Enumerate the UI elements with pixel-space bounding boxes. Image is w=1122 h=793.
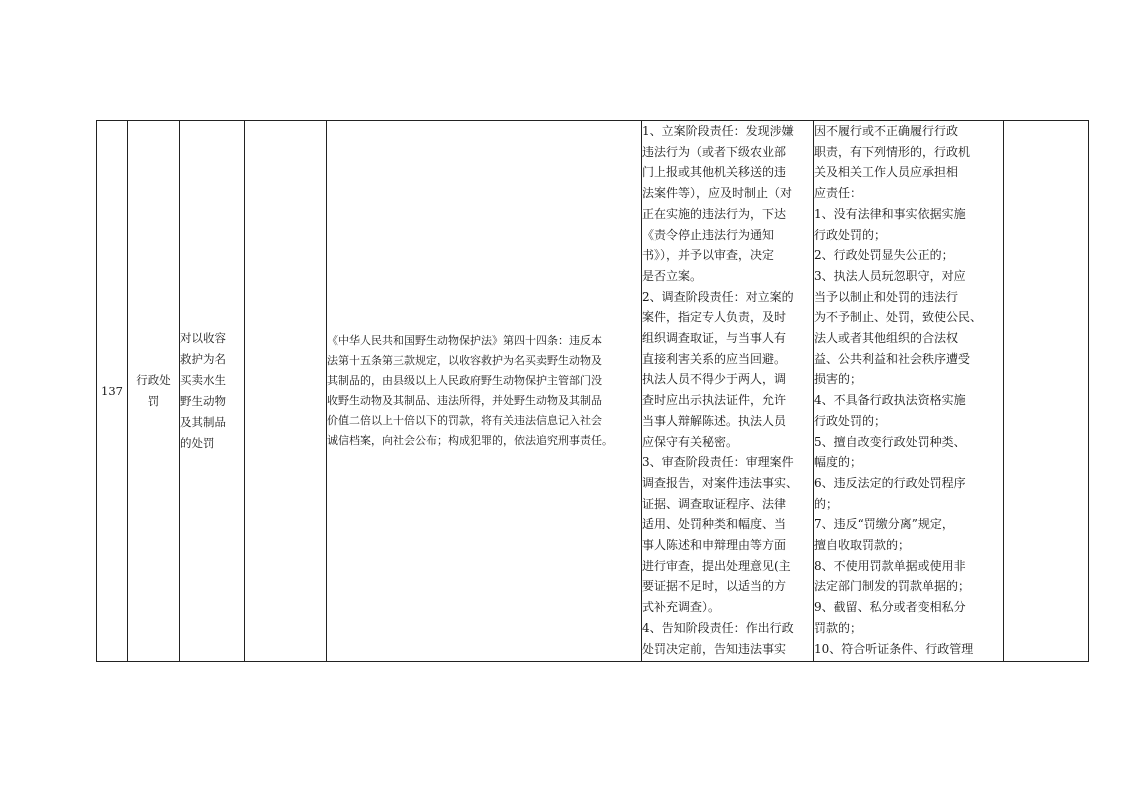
legal-basis-line: 价值二倍以上十倍以下的罚款，将有关违法信息记入社会: [327, 414, 602, 427]
responsibility-line: 要证据不足时，以适当的方: [642, 579, 787, 594]
accountability-line: 关及相关工作人员应承担相: [814, 165, 959, 180]
accountability-line: 1、没有法律和事实依据实施: [814, 206, 966, 221]
category-cell: [128, 121, 180, 662]
responsibility-line: 3、审查阶段责任：审理案件: [642, 455, 794, 470]
remarks-cell: [1004, 121, 1089, 662]
responsibility-line: 4、告知阶段责任：作出行政: [642, 620, 794, 635]
legal-basis-line: 诚信档案，向社会公布；构成犯罪的，依法追究刑事责任。: [327, 434, 613, 447]
accountability-line: 4、不具备行政执法资格实施: [814, 393, 966, 408]
accountability-line: 职责，有下列情形的，行政机: [814, 144, 971, 159]
accountability-line: 法定部门制发的罚款单据的；: [814, 579, 971, 594]
item-name-line: 的处罚: [180, 436, 215, 450]
item-name-cell: [180, 121, 245, 662]
responsibility-line: 2、调查阶段责任：对立案的: [642, 289, 794, 304]
responsibility-line: 进行审查，提出处理意见(主: [642, 558, 791, 573]
legal-basis-cell: [327, 121, 642, 662]
accountability-cell: [814, 121, 1004, 662]
accountability-line: 9、截留、私分或者变相私分: [814, 600, 966, 615]
item-name-line: 买卖水生: [180, 373, 226, 387]
row-number: 137: [101, 384, 123, 398]
accountability-line: 应责任：: [814, 186, 863, 201]
item-name-line: 救护为名: [180, 352, 226, 366]
legal-basis-line: 法第十五条第三款规定，以收容救护为名买卖野生动物及: [327, 354, 602, 367]
responsibility-line: 事人陈述和申辩理由等方面: [642, 538, 787, 553]
accountability-line: 法人或者其他组织的合法权: [814, 331, 959, 346]
accountability-line: 的；: [814, 496, 839, 511]
responsibility-line: 适用、处罚种类和幅度、当: [642, 517, 787, 532]
accountability-line: 擅自收取罚款的；: [814, 538, 911, 553]
responsibility-line: 1、立案阶段责任：发现涉嫌: [642, 124, 794, 138]
responsibility-line: 法案件等），应及时制止（对: [642, 186, 793, 201]
responsibility-line: 案件，指定专人负责，及时: [642, 310, 787, 325]
responsibility-line: 当事人辩解陈述。执法人员: [642, 413, 787, 428]
responsibility-line: 违法行为（或者下级农业部: [642, 144, 787, 159]
authority-table: [96, 120, 1089, 662]
accountability-line: 益、公共利益和社会秩序遭受: [814, 351, 971, 366]
item-name-line: 野生动物: [180, 394, 226, 408]
accountability-line: 7、违反“罚缴分离”规定，: [814, 517, 954, 532]
table-row: [97, 121, 1089, 662]
sub-item-cell: [245, 121, 327, 662]
accountability-line: 当予以制止和处罚的违法行: [814, 289, 959, 304]
item-name-line: 及其制品: [180, 415, 226, 429]
accountability-line: 5、擅自改变行政处罚种类、: [814, 434, 966, 449]
responsibility-line: 查时应出示执法证件，允许: [642, 393, 787, 408]
accountability-line: 3、执法人员玩忽职守，对应: [814, 268, 966, 283]
legal-basis-line: 《中华人民共和国野生动物保护法》第四十四条：违反本: [327, 334, 602, 347]
accountability-line: 10、符合听证条件、行政管理: [814, 641, 974, 656]
accountability-line: 行政处罚的；: [814, 413, 887, 428]
responsibility-line: 调查报告，对案件违法事实、: [642, 475, 799, 490]
accountability-line: 幅度的；: [814, 455, 863, 470]
accountability-line: 损害的；: [814, 372, 863, 387]
accountability-line: 行政处罚的；: [814, 227, 887, 242]
row-number-cell: [97, 121, 128, 662]
legal-basis-line: 收野生动物及其制品、违法所得，并处野生动物及其制品: [327, 394, 602, 407]
accountability-line: 为不予制止、处罚，致使公民、: [814, 310, 983, 325]
accountability-line: 罚款的；: [814, 620, 863, 635]
responsibility-line: 书》），并予以审查，决定: [642, 248, 775, 263]
responsibility-line: 组织调查取证，与当事人有: [642, 331, 787, 346]
responsibility-line: 《责令停止违法行为通知: [642, 227, 775, 242]
responsibility-line: 正在实施的违法行为，下达: [642, 206, 787, 221]
accountability-line: 6、违反法定的行政处罚程序: [814, 475, 966, 490]
category-line: 行政处: [136, 373, 171, 387]
legal-basis-line: 其制品的，由县级以上人民政府野生动物保护主管部门没: [327, 374, 602, 387]
responsibility-line: 直接利害关系的应当回避。: [642, 351, 787, 366]
accountability-line: 2、行政处罚显失公正的；: [814, 248, 954, 263]
responsibility-line: 门上报或其他机关移送的违: [642, 165, 787, 180]
responsibility-line: 证据、调查取证程序、法律: [642, 496, 787, 511]
category-line: 罚: [147, 394, 160, 408]
responsibility-line: 是否立案。: [642, 268, 703, 283]
responsibility-cell: [642, 121, 814, 662]
responsibility-line: 执法人员不得少于两人，调: [642, 372, 787, 387]
accountability-line: 因不履行或不正确履行行政: [814, 124, 959, 138]
responsibility-line: 应保守有关秘密。: [642, 434, 739, 449]
item-name-line: 对以收容: [180, 331, 226, 345]
responsibility-line: 式补充调查）。: [642, 600, 721, 615]
responsibility-line: 处罚决定前，告知违法事实: [642, 641, 787, 656]
accountability-line: 8、不使用罚款单据或使用非: [814, 558, 966, 573]
